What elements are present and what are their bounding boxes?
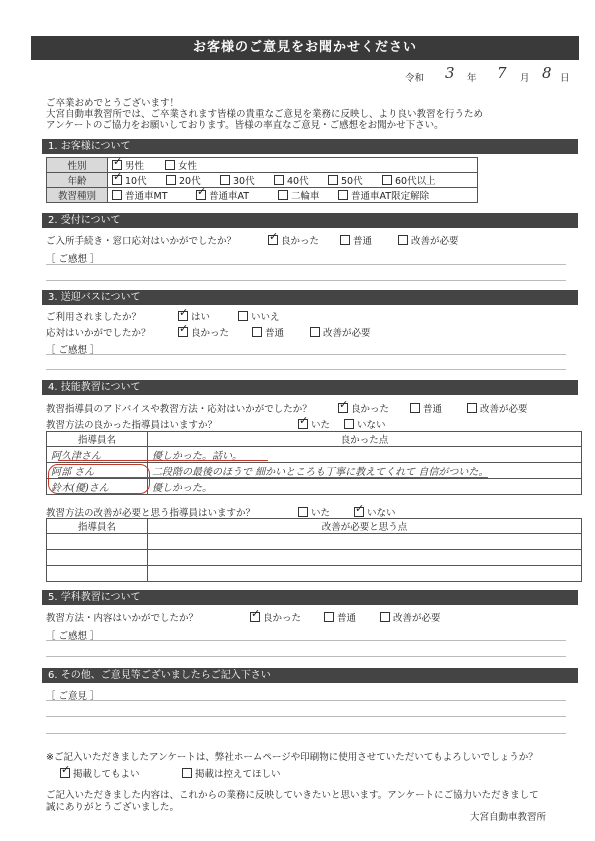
age-30s-checkbox[interactable] xyxy=(220,175,230,185)
bus-use-no-option[interactable]: いいえ xyxy=(238,309,280,323)
good-table-point-header: 良かった点 xyxy=(148,432,582,447)
skill-normal-checkbox[interactable] xyxy=(410,403,420,413)
reception-normal-checkbox[interactable] xyxy=(340,235,350,245)
reception-comment-line[interactable] xyxy=(46,280,566,281)
age-60s-checkbox[interactable] xyxy=(382,175,392,185)
bus-good-option[interactable]: ✓ 良かった xyxy=(178,325,229,339)
intro-line-2: 大宮自動車教習所では、ご卒業されます皆様の貴重なご意見を業務に反映し、より良い教習を行うため xyxy=(46,109,484,120)
lecture-good-option[interactable]: ✓ 良かった xyxy=(250,610,301,624)
lecture-improve-option[interactable]: 改善が必要 xyxy=(380,610,441,624)
reception-good-checkbox[interactable] xyxy=(268,235,278,245)
skill-good-instructor-question: 教習方法の良かった指導員はいますか？ xyxy=(46,420,218,431)
age-10s-checkbox[interactable] xyxy=(112,175,122,185)
course-at-release-checkbox[interactable] xyxy=(338,190,348,200)
improve-table-point-header: 改善が必要と思う点 xyxy=(148,519,582,534)
red-circle-mark xyxy=(48,464,150,494)
improve-table-name-header: 指導員名 xyxy=(47,519,148,534)
other-comment-line[interactable] xyxy=(46,733,566,734)
skill-improve-option[interactable]: 改善が必要 xyxy=(467,401,528,415)
improve-name-cell[interactable] xyxy=(47,566,148,582)
gender-options: ✓ 男性 女性 xyxy=(108,158,478,173)
good-instructor-point[interactable]: 優しかった。話い。 xyxy=(148,447,582,463)
publish-no-option[interactable]: 掲載は控えてほしい xyxy=(182,766,281,780)
improve-point-cell[interactable] xyxy=(148,566,582,582)
bus-normal-checkbox[interactable] xyxy=(252,327,262,337)
course-label: 教習種別 xyxy=(47,188,108,203)
age-label: 年齢 xyxy=(47,173,108,188)
good-table-name-header: 指導員名 xyxy=(47,432,148,447)
skill-bad-yes-option[interactable]: いた xyxy=(298,505,330,519)
reception-normal-option[interactable]: 普通 xyxy=(340,233,372,247)
skill-normal-option[interactable]: 普通 xyxy=(410,401,442,415)
good-instructor-name[interactable]: 鈴木(優)さん xyxy=(47,479,148,495)
publish-yes-option[interactable]: ✓掲載してもよい xyxy=(60,766,140,780)
bus-service-question: 応対はいかがでしたか？ xyxy=(46,328,151,339)
bus-use-yes-option[interactable]: ✓ はい xyxy=(178,309,210,323)
page-title: お客様のご意見をお聞かせください xyxy=(31,36,579,60)
skill-improve-checkbox[interactable] xyxy=(467,403,477,413)
thanks-line-2: 誠にありがとうございました。 xyxy=(46,802,180,813)
thanks-line-1: ご記入いただきました内容は、これからの業務に反映していきたいと思います。アンケートにご協力いただきまして xyxy=(46,790,539,801)
skill-bad-no-option[interactable]: ✓ いない xyxy=(354,505,396,519)
reception-comment-line[interactable] xyxy=(46,264,566,265)
good-instructor-point[interactable]: 優しかった。 xyxy=(148,479,582,495)
school-name: 大宮自動車教習所 xyxy=(470,812,547,823)
customer-table xyxy=(46,157,478,203)
table-row xyxy=(47,550,582,566)
lecture-comment-line[interactable] xyxy=(46,640,566,641)
bus-comment-line[interactable] xyxy=(46,369,566,370)
good-instructor-name[interactable]: 阿久津さん xyxy=(47,447,148,463)
improve-name-cell[interactable] xyxy=(47,534,148,550)
bus-use-no-checkbox[interactable] xyxy=(238,311,248,321)
section-other-header: 6. その他、ご意見等ございましたらご記入下さい xyxy=(42,668,578,683)
course-bike-checkbox[interactable] xyxy=(278,190,288,200)
bus-improve-option[interactable]: 改善が必要 xyxy=(310,325,371,339)
skill-good-option[interactable]: ✓ 良かった xyxy=(338,401,389,415)
lecture-good-checkbox[interactable] xyxy=(250,612,260,622)
bus-improve-checkbox[interactable] xyxy=(310,327,320,337)
lecture-comment-label: ［ ご感想 ］ xyxy=(46,631,100,642)
bus-use-question: ご利用されましたか？ xyxy=(46,312,142,323)
improve-point-cell[interactable] xyxy=(148,534,582,550)
bus-good-checkbox[interactable] xyxy=(178,327,188,337)
section-bus-header: 3. 送迎バスについて xyxy=(42,290,578,305)
red-underline-mark xyxy=(58,460,268,461)
improve-instructor-table xyxy=(46,518,582,582)
improve-name-cell[interactable] xyxy=(47,550,148,566)
date-year: 3 xyxy=(445,64,455,82)
reception-comment-label: ［ ご感想 ］ xyxy=(46,254,100,265)
date-era: 令和 xyxy=(405,73,425,84)
skill-improve-instructor-question: 教習方法の改善が必要と思う指導員はいますか？ xyxy=(46,508,256,519)
skill-bad-yes-checkbox[interactable] xyxy=(298,507,308,517)
course-mt-checkbox[interactable] xyxy=(112,190,122,200)
gender-female-checkbox[interactable] xyxy=(165,160,175,170)
gender-label: 性別 xyxy=(47,158,108,173)
other-comment-line[interactable] xyxy=(46,716,566,717)
section-lecture-header: 5. 学科教習について xyxy=(42,590,578,605)
date-month-unit: 月 xyxy=(520,73,530,84)
skill-good-no-checkbox[interactable] xyxy=(344,419,354,429)
skill-good-no-option[interactable]: いない xyxy=(344,417,386,431)
reception-improve-option[interactable]: 改善が必要 xyxy=(398,233,459,247)
reception-improve-checkbox[interactable] xyxy=(398,235,408,245)
skill-good-yes-option[interactable]: ✓ いた xyxy=(298,417,330,431)
other-comment-label: ［ ご意見 ］ xyxy=(46,691,100,702)
other-comment-line[interactable] xyxy=(46,700,566,701)
course-options: 普通車MT✓ 普通車AT 二輪車 普通車AT限定解除 xyxy=(108,188,478,203)
good-instructor-point[interactable]: 二段階の最後のほうで 細かいところも丁寧に教えてくれて 自信がついた。 xyxy=(148,463,582,479)
intro-line-3: アンケートのご協力をお願いしております。皆様の率直なご意見・ご感想をお聞かせ下さい。 xyxy=(46,120,444,131)
age-40s-checkbox[interactable] xyxy=(274,175,284,185)
bus-use-yes-checkbox[interactable] xyxy=(178,311,188,321)
age-options: ✓ 10代 20代 30代 40代 50代 60代以上 xyxy=(108,173,478,188)
bus-comment-label: ［ ご感想 ］ xyxy=(46,345,100,356)
skill-bad-no-checkbox[interactable] xyxy=(354,507,364,517)
date-day: 8 xyxy=(542,64,552,82)
date-day-unit: 日 xyxy=(560,73,570,84)
age-20s-checkbox[interactable] xyxy=(166,175,176,185)
date-year-unit: 年 xyxy=(467,73,477,84)
date-field xyxy=(405,64,575,86)
lecture-improve-checkbox[interactable] xyxy=(380,612,390,622)
table-row xyxy=(47,566,582,582)
lecture-normal-option[interactable]: 普通 xyxy=(324,610,356,624)
good-instructor-name[interactable]: 阿部 さん xyxy=(47,463,148,479)
course-at-checkbox[interactable] xyxy=(196,190,206,200)
age-50s-checkbox[interactable] xyxy=(328,175,338,185)
bus-normal-option[interactable]: 普通 xyxy=(252,325,284,339)
skill-good-yes-checkbox[interactable] xyxy=(298,419,308,429)
section-customer-header: 1. お客様について xyxy=(42,139,578,154)
gender-male-checkbox[interactable] xyxy=(112,160,122,170)
section-skill-header: 4. 技能教習について xyxy=(42,380,578,395)
intro-line-1: ご卒業おめでとうございます！ xyxy=(46,98,180,109)
publish-no-checkbox[interactable] xyxy=(182,768,192,778)
skill-good-checkbox[interactable] xyxy=(338,403,348,413)
bus-comment-line[interactable] xyxy=(46,354,566,355)
lecture-question: 教習方法・内容はいかがでしたか？ xyxy=(46,613,199,624)
skill-advice-question: 教習指導員のアドバイスや教習方法・応対はいかがでしたか？ xyxy=(46,404,312,415)
reception-question: ご入所手続き・窓口応対はいかがでしたか？ xyxy=(46,236,237,247)
improve-point-cell[interactable] xyxy=(148,550,582,566)
date-month: 7 xyxy=(497,64,507,82)
lecture-normal-checkbox[interactable] xyxy=(324,612,334,622)
table-row xyxy=(47,534,582,550)
section-reception-header: 2. 受付について xyxy=(42,213,578,228)
reception-good-option[interactable]: ✓ 良かった xyxy=(268,233,319,247)
lecture-comment-line[interactable] xyxy=(46,656,566,657)
publish-yes-checkbox[interactable] xyxy=(60,768,70,778)
publish-question: ※ご記入いただきましたアンケートは、弊社ホームページや印刷物に使用させていただいてもよろしいでしょうか？ xyxy=(46,752,538,763)
